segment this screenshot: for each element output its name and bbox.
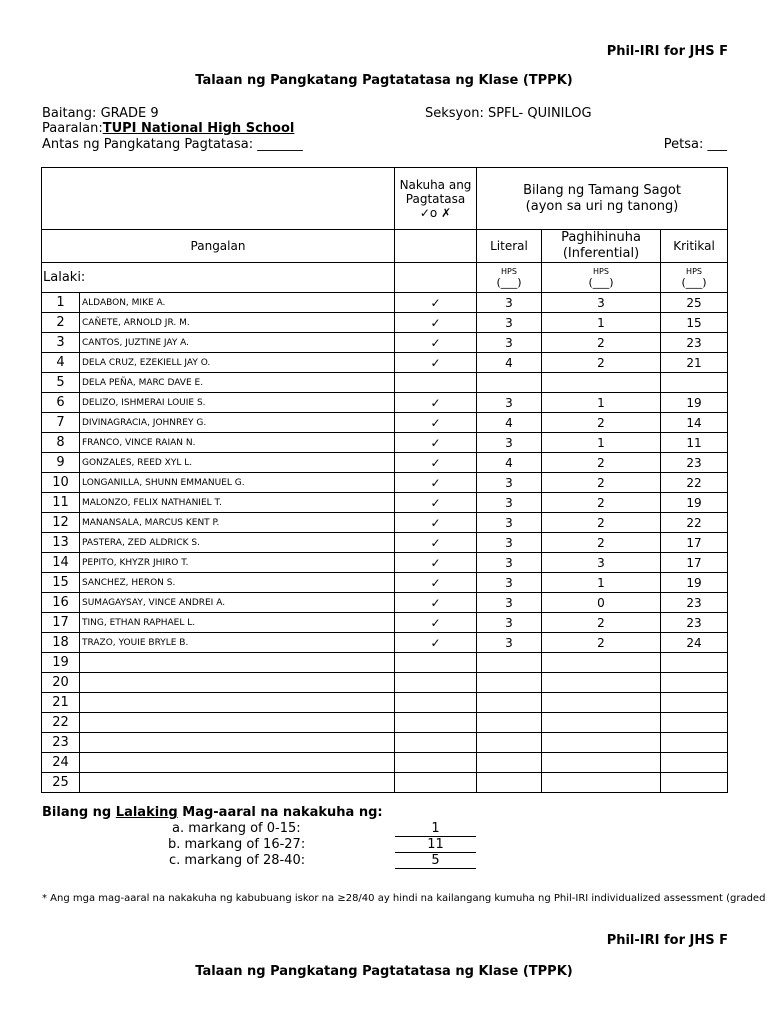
row-number: 19 (42, 653, 80, 673)
literal-header: Literal (477, 230, 542, 263)
assessment-check: ✓ (395, 613, 477, 633)
table-row (42, 313, 728, 333)
inferential-score (542, 733, 661, 753)
row-number: 23 (42, 733, 80, 753)
form-code: Phil-IRI for JHS F (606, 44, 728, 59)
student-name: DELIZO, ISHMERAI LOUIE S. (80, 393, 395, 413)
assessment-check: ✓ (395, 333, 477, 353)
row-number: 5 (42, 373, 80, 393)
inferential-score: 1 (542, 573, 661, 593)
inferential-score: 2 (542, 333, 661, 353)
student-name: MALONZO, FELIX NATHANIEL T. (80, 493, 395, 513)
row-number: 8 (42, 433, 80, 453)
row-number: 2 (42, 313, 80, 333)
assessment-check (395, 653, 477, 673)
assessment-check: ✓ (395, 533, 477, 553)
literal-score: 3 (477, 313, 542, 333)
antas-label: Antas ng Pangkatang Pagtatasa: (42, 137, 254, 152)
row-number: 6 (42, 393, 80, 413)
literal-score (477, 753, 542, 773)
student-name (80, 773, 395, 793)
student-name: MANANSALA, MARCUS KENT P. (80, 513, 395, 533)
literal-score (477, 653, 542, 673)
literal-score (477, 733, 542, 753)
inferential-score: 2 (542, 473, 661, 493)
seksyon-label: Seksyon: (425, 106, 484, 121)
nakuha-subheader (395, 230, 477, 263)
inferential-score (542, 673, 661, 693)
student-name: ALDABON, MIKE A. (80, 293, 395, 313)
row-number: 18 (42, 633, 80, 653)
student-name: DELA PEÑA, MARC DAVE E. (80, 373, 395, 393)
literal-score: 3 (477, 613, 542, 633)
literal-score: 3 (477, 473, 542, 493)
inferential-score: 2 (542, 353, 661, 373)
row-number: 4 (42, 353, 80, 373)
kritikal-score: 22 (661, 473, 728, 493)
assessment-check: ✓ (395, 453, 477, 473)
baitang-label: Baitang: (42, 106, 97, 121)
literal-score: 3 (477, 333, 542, 353)
literal-score (477, 693, 542, 713)
inferential-score (542, 753, 661, 773)
table-row (42, 733, 728, 753)
student-name (80, 733, 395, 753)
summary-value-c: 5 (395, 853, 476, 869)
row-number: 9 (42, 453, 80, 473)
literal-score: 3 (477, 593, 542, 613)
kritikal-score: 15 (661, 313, 728, 333)
inferential-score: 2 (542, 533, 661, 553)
antas-blank: _______ (257, 137, 303, 152)
literal-score: 3 (477, 493, 542, 513)
table-row (42, 353, 728, 373)
literal-score (477, 673, 542, 693)
literal-score: 3 (477, 573, 542, 593)
assessment-check: ✓ (395, 553, 477, 573)
kritikal-score: 23 (661, 593, 728, 613)
inferential-score: 1 (542, 313, 661, 333)
petsa-label: Petsa: (663, 137, 704, 152)
row-number: 14 (42, 553, 80, 573)
literal-score: 3 (477, 433, 542, 453)
row-number: 3 (42, 333, 80, 353)
student-name: CANTOS, JUZTINE JAY A. (80, 333, 395, 353)
row-number: 12 (42, 513, 80, 533)
inferential-score (542, 713, 661, 733)
row-number: 20 (42, 673, 80, 693)
kritikal-score: 19 (661, 573, 728, 593)
literal-score (477, 713, 542, 733)
table-row (42, 673, 728, 693)
table-row (42, 393, 728, 413)
summary-label-c: c. markang of 28-40: (169, 853, 306, 868)
student-name (80, 693, 395, 713)
student-name: SANCHEZ, HERON S. (80, 573, 395, 593)
assessment-check (395, 753, 477, 773)
kritikal-score (661, 733, 728, 753)
summary-value-b: 11 (395, 837, 476, 853)
table-row (42, 453, 728, 473)
student-name: DIVINAGRACIA, JOHNREY G. (80, 413, 395, 433)
lalaki-nakuha-cell (395, 263, 477, 293)
kritikal-hps: HPS (___) (661, 263, 728, 293)
kritikal-score (661, 693, 728, 713)
student-name: FRANCO, VINCE RAIAN N. (80, 433, 395, 453)
kritikal-score (661, 713, 728, 733)
row-number: 16 (42, 593, 80, 613)
table-row (42, 613, 728, 633)
inferential-score: 2 (542, 513, 661, 533)
inferential-score: 3 (542, 553, 661, 573)
inferential-score: 1 (542, 433, 661, 453)
kritikal-score: 19 (661, 493, 728, 513)
bilang-header: Bilang ng Tamang Sagot (ayon sa uri ng tanong) (477, 168, 728, 230)
table-row (42, 373, 728, 393)
inferential-score (542, 373, 661, 393)
literal-score: 3 (477, 293, 542, 313)
blank-header-cell (42, 168, 395, 230)
table-row (42, 513, 728, 533)
assessment-check (395, 373, 477, 393)
inferential-header: Paghihinuha (Inferential) (542, 230, 661, 263)
kritikal-score (661, 773, 728, 793)
inferential-score: 2 (542, 493, 661, 513)
paaralan-value: TUPI National High School (102, 121, 295, 136)
nakuha-header: Nakuha ang Pagtatasa ✓o ✗ (395, 168, 477, 230)
student-name: CAÑETE, ARNOLD JR. M. (80, 313, 395, 333)
kritikal-score: 17 (661, 553, 728, 573)
assessment-check: ✓ (395, 473, 477, 493)
kritikal-header: Kritikal (661, 230, 728, 263)
table-row (42, 693, 728, 713)
table-row (42, 753, 728, 773)
footnote: * Ang mga mag-aaral na nakakuha ng kabubuang iskor na ≥28/40 ay hindi na kailangang kumuha ng Phil-IRI individualized assessment (graded (42, 893, 766, 904)
row-number: 24 (42, 753, 80, 773)
row-number: 25 (42, 773, 80, 793)
student-name (80, 673, 395, 693)
assessment-check: ✓ (395, 293, 477, 313)
summary-label-b: b. markang of 16-27: (168, 837, 306, 852)
table-row (42, 633, 728, 653)
assessment-check (395, 773, 477, 793)
assessment-check: ✓ (395, 513, 477, 533)
student-name: TING, ETHAN RAPHAEL L. (80, 613, 395, 633)
literal-score: 3 (477, 533, 542, 553)
literal-score: 3 (477, 393, 542, 413)
literal-score (477, 373, 542, 393)
row-number: 7 (42, 413, 80, 433)
assessment-check (395, 733, 477, 753)
row-number: 10 (42, 473, 80, 493)
row-number: 21 (42, 693, 80, 713)
table-row (42, 293, 728, 313)
inferential-score: 0 (542, 593, 661, 613)
assessment-check: ✓ (395, 633, 477, 653)
row-number: 17 (42, 613, 80, 633)
literal-score: 3 (477, 513, 542, 533)
student-name: LONGANILLA, SHUNN EMMANUEL G. (80, 473, 395, 493)
row-number: 11 (42, 493, 80, 513)
kritikal-score: 19 (661, 393, 728, 413)
kritikal-score: 14 (661, 413, 728, 433)
assessment-check: ✓ (395, 433, 477, 453)
student-name: DELA CRUZ, EZEKIELL JAY O. (80, 353, 395, 373)
table-row (42, 473, 728, 493)
paaralan-label: Paaralan: (42, 121, 103, 136)
row-number: 1 (42, 293, 80, 313)
kritikal-score (661, 653, 728, 673)
student-name (80, 713, 395, 733)
table-row (42, 433, 728, 453)
seksyon-line (425, 106, 592, 121)
student-name (80, 753, 395, 773)
kritikal-score: 23 (661, 333, 728, 353)
assessment-check (395, 673, 477, 693)
header-row-2 (42, 230, 728, 263)
inferential-score: 2 (542, 613, 661, 633)
student-name: GONZALES, REED XYL L. (80, 453, 395, 473)
row-number: 22 (42, 713, 80, 733)
literal-score: 4 (477, 453, 542, 473)
kritikal-score: 11 (661, 433, 728, 453)
assessment-check: ✓ (395, 573, 477, 593)
literal-score: 3 (477, 633, 542, 653)
table-row (42, 573, 728, 593)
kritikal-score: 23 (661, 453, 728, 473)
literal-score: 3 (477, 553, 542, 573)
row-number: 13 (42, 533, 80, 553)
inferential-score: 2 (542, 633, 661, 653)
table-row (42, 593, 728, 613)
inferential-score: 2 (542, 453, 661, 473)
kritikal-score: 17 (661, 533, 728, 553)
table-row (42, 493, 728, 513)
assessment-table (41, 167, 728, 793)
inferential-score: 1 (542, 393, 661, 413)
pangalan-header: Pangalan (42, 230, 395, 263)
inferential-hps: HPS (___) (542, 263, 661, 293)
assessment-check: ✓ (395, 393, 477, 413)
assessment-check: ✓ (395, 353, 477, 373)
summary-label-a: a. markang of 0-15: (172, 821, 301, 836)
kritikal-score (661, 373, 728, 393)
lalaki-row (42, 263, 728, 293)
baitang-line (42, 106, 159, 121)
next-page-title: Talaan ng Pangkatang Pagtatatasa ng Klase (TPPK) (195, 964, 573, 979)
seksyon-value: SPFL- QUINILOG (487, 106, 592, 121)
student-name: PEPITO, KHYZR JHIRO T. (80, 553, 395, 573)
table-row (42, 713, 728, 733)
row-number: 15 (42, 573, 80, 593)
table-row (42, 333, 728, 353)
page-title: Talaan ng Pangkatang Pagtatatasa ng Klase (TPPK) (195, 73, 573, 88)
assessment-check (395, 693, 477, 713)
baitang-value: GRADE 9 (100, 106, 159, 121)
assessment-check: ✓ (395, 493, 477, 513)
inferential-score (542, 693, 661, 713)
student-name: PASTERA, ZED ALDRICK S. (80, 533, 395, 553)
inferential-score: 2 (542, 413, 661, 433)
table-row (42, 553, 728, 573)
assessment-check: ✓ (395, 413, 477, 433)
antas-line (42, 137, 303, 152)
inferential-score: 3 (542, 293, 661, 313)
kritikal-score: 22 (661, 513, 728, 533)
literal-score: 4 (477, 353, 542, 373)
assessment-check: ✓ (395, 593, 477, 613)
inferential-score (542, 773, 661, 793)
kritikal-score (661, 753, 728, 773)
literal-score (477, 773, 542, 793)
kritikal-score: 23 (661, 613, 728, 633)
student-name (80, 653, 395, 673)
literal-hps: HPS (___) (477, 263, 542, 293)
table-row (42, 653, 728, 673)
assessment-check: ✓ (395, 313, 477, 333)
paaralan-line (42, 121, 294, 136)
petsa-blank: ___ (707, 137, 727, 152)
kritikal-score: 21 (661, 353, 728, 373)
header-row-1 (42, 168, 728, 230)
kritikal-score: 24 (661, 633, 728, 653)
assessment-check (395, 713, 477, 733)
next-page-form-code: Phil-IRI for JHS F (606, 933, 728, 948)
student-name: SUMAGAYSAY, VINCE ANDREI A. (80, 593, 395, 613)
table-row (42, 413, 728, 433)
lalaki-label: Lalaki: (42, 263, 395, 293)
summary-value-a: 1 (395, 821, 476, 837)
petsa-line (664, 137, 727, 152)
kritikal-score (661, 673, 728, 693)
inferential-score (542, 653, 661, 673)
summary-title: Bilang ng Lalaking Mag-aaral na nakakuha ng: (42, 805, 383, 820)
kritikal-score: 25 (661, 293, 728, 313)
table-row (42, 533, 728, 553)
literal-score: 4 (477, 413, 542, 433)
student-name: TRAZO, YOUIE BRYLE B. (80, 633, 395, 653)
table-row (42, 773, 728, 793)
